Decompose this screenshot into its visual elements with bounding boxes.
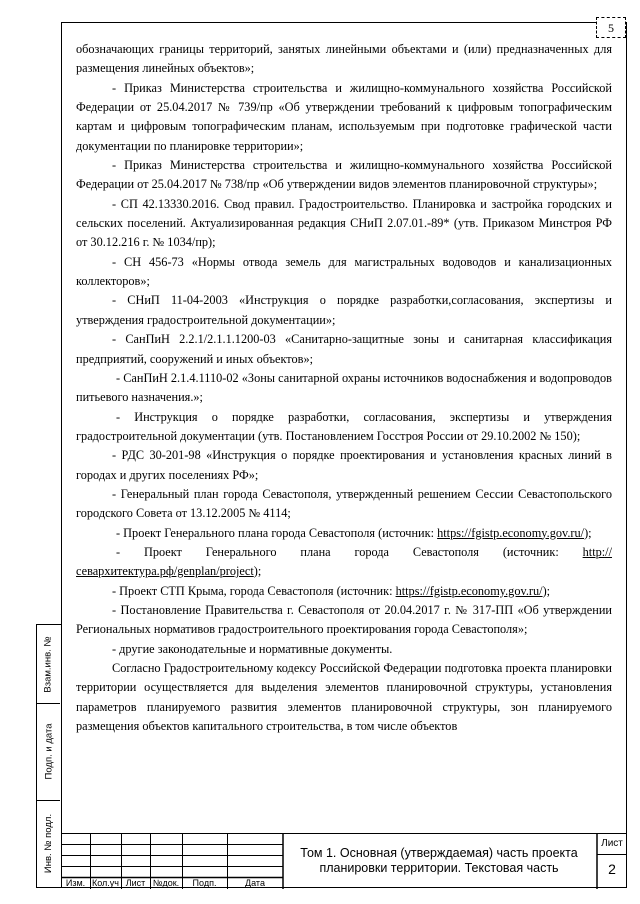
side-cell xyxy=(37,800,60,887)
paragraph: - СП 42.13330.2016. Свод правил. Градостроительство. Планировка и застройка городских и сельских поселений. Актуализированная редакция СНиП 2.07.01.-89* (утв. Приказом Минстроя РФ от 30.12.216 г. № 1034/пр); xyxy=(76,196,612,250)
paragraph: - Проект Генерального плана города Севастополя (источник: https://fgistp.economy.gov.ru/); xyxy=(116,525,592,540)
binding-strip xyxy=(36,624,61,888)
paragraph: - Проект СТП Крыма, города Севастополя (источник: https://fgistp.economy.gov.ru/); xyxy=(112,583,551,598)
paragraph: - СН 456-73 «Нормы отвода земель для магистральных водоводов и канализационных коллекторов»; xyxy=(76,254,612,289)
title-block xyxy=(61,833,627,888)
paragraph: - РДС 30-201-98 «Инструкция о порядке проектирования и установления красных линий в городах и других поселениях РФ»; xyxy=(76,448,612,482)
paragraph: - другие законодательные и нормативные документы. xyxy=(112,641,393,656)
col-head-count: Кол.уч xyxy=(92,878,119,888)
source-link[interactable]: https://fgistp.economy.gov.ru/ xyxy=(437,525,585,540)
corner-page-number: 5 xyxy=(596,17,626,38)
sheet-label: Лист xyxy=(601,838,623,849)
paragraph: - Генеральный план города Севастополя, утвержденный решением Сессии Севастопольского городского Совета от 13.12.2005 № 4114; xyxy=(76,486,612,521)
sheet-number: 2 xyxy=(608,861,616,877)
side-cell xyxy=(37,625,60,704)
col-head-signature: Подп. xyxy=(192,878,217,888)
source-link[interactable]: http://севархитектура.рф/genplan/project xyxy=(76,544,613,579)
side-cell xyxy=(37,703,60,801)
paragraph: - Проект Генерального плана города Севастополя (источник: http://севархитектура.рф/genplan/project); xyxy=(76,544,613,579)
paragraph: - СНиП 11-04-2003 «Инструкция о порядке разработки,согласования, экспертизы и утверждения градостроительной документации»; xyxy=(76,293,612,327)
side-label-signature-date: Подп. и дата xyxy=(43,723,54,780)
paragraph: - Приказ Министерства строительства и жилищно-коммунального хозяйства Российской Федерации от 25.04.2017 № 738/пр «Об утверждении видов элементов планировочной структуры»; xyxy=(76,158,612,192)
paragraph: - Инструкция о порядке разработки, согласования, экспертизы и утверждения градостроительной документации (утв. Постановлением Госстроя России от 29.10.2002 № 150); xyxy=(76,409,612,443)
paragraph: - СанПиН 2.2.1/2.1.1.1200-03 «Санитарно-защитные зоны и санитарная классификация предприятий, сооружений и иных объектов»; xyxy=(76,332,612,366)
side-label-replacement-inv: Взам.инв. № xyxy=(43,635,54,693)
col-head-change: Изм. xyxy=(65,878,86,888)
paragraph: обозначающих границы территорий, занятых линейными объектами и (или) предназначенных для размещения линейных объектов»; xyxy=(76,42,612,76)
col-head-date: Дата xyxy=(245,878,265,888)
paragraph: Согласно Градостроительному кодексу Российской Федерации подготовка проекта планировки территории осуществляется для выделения элементов планировочной структуры, установления параметров планируемого развития элементов планировочной структуры, зон планируемого размещения объектов капитального строительства, в том числе объектов xyxy=(76,661,612,734)
body-text xyxy=(76,40,612,736)
source-link[interactable]: https://fgistp.economy.gov.ru/ xyxy=(395,583,543,598)
col-head-sheet: Лист xyxy=(125,878,146,888)
paragraph: - Постановление Правительства г. Севастополя от 20.04.2017 г. № 317-ПП «Об утверждении Региональных нормативов градостроительного проектирования города Севастополя»; xyxy=(76,602,612,637)
paragraph: - Приказ Министерства строительства и жилищно-коммунального хозяйства Российской Федерации от 25.04.2017 № 739/пр «Об утверждении требований к цифровым топографическим картам и цифровым топографическим планам, используемым при подготовке графической части документации по планировке территории»; xyxy=(76,80,612,153)
col-head-docnum: №док. xyxy=(152,878,180,888)
side-label-original-inv: Инв. № подл. xyxy=(43,813,54,874)
document-title: Том 1. Основная (утверждаемая) часть проекта планировки территории. Текстовая часть xyxy=(300,846,578,875)
paragraph: - СанПиН 2.1.4.1110-02 «Зоны санитарной охраны источников водоснабжения и водопроводов питьевого назначения.»; xyxy=(76,370,612,405)
